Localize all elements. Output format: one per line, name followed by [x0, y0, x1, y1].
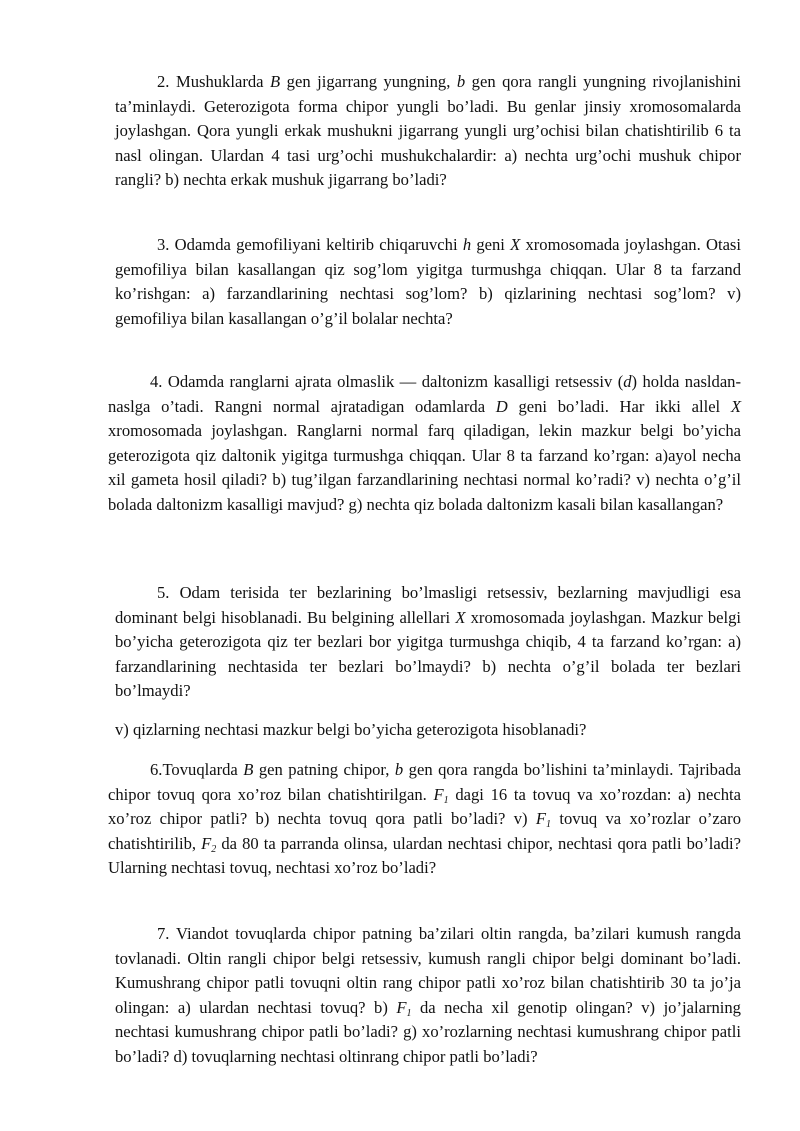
problem-5-question-v: v) qizlarning nechtasi mazkur belgi bo’yicha geterozigota hisoblanadi? [115, 720, 587, 739]
problem-4-paragraph: 4. Odamda ranglarni ajrata olmaslik — daltonizm kasalligi retsessiv (d) holda nasldan-naslga o’tadi. Rangni normal ajratadigan odamlarda D geni bo’ladi. Har ikki allel X xromosomada joylashgan. Ranglarni normal farq qiladigan, lekin mazkur belgi bo’yicha geterozigota qiz daltonik yigitga turmushga chiqqan. Ular 8 ta farzand ko’rgan: a)ayol necha xil gameta hosil qiladi? b) tug’ilgan farzandlarining nechtasi normal ko’radi? v) nechta o’g’il bolada daltonizm kasalligi mavjud? g) nechta qiz bolada daltonizm kasali bilan kasallangan? [108, 372, 742, 514]
problem-3-paragraph: 3. Odamda gemofiliyani keltirib chiqaruvchi h geni X xromosomada joylashgan. Otasi gemofiliya bilan kasallangan qiz sog’lom yigitga turmushga chiqqan. Ular 8 ta farzand ko’rishgan: a) farzandlarining nechtasi sog’lom? b) qizlarining nechtasi sog’lom? v) gemofiliya bilan kasallangan o’g’il bolalar nechta? [115, 235, 742, 328]
problem-7-paragraph: 7. Viandot tovuqlarda chipor patning ba’zilari oltin rangda, ba’zilari kumush rangda tovlanadi. Oltin rangli chipor belgi retsessiv, kumush rangli chipor belgi dominant bo’ladi. Kumushrang chipor patli tovuqni oltin rang chipor patli xo’roz bilan chatishtirib 30 ta jo’ja olingan: a) ulardan nechtasi tovuq? b) $F_1$ da necha xil genotip olingan? v) jo’jalarning nechtasi kumushrang chipor patli bo’ladi? g) xo’rozlarning nechtasi kumushrang chipor patli bo’ladi? d) tovuqlarning nechtasi oltinrang chipor patli bo’ladi? [115, 924, 741, 1066]
problem-5-paragraph: 5. Odam terisida ter bezlarining bo’lmasligi retsessiv, bezlarning mavjudligi esa dominant belgi hisoblanadi. Bu belgining allellari X xromosomada joylashgan. Mazkur belgi bo’yicha geterozigota qiz ter bezlari bor yigitga turmushga chiqib, 4 ta farzand ko’rgan: a) farzandlarining nechtasida ter bezlari bo’lmaydi? b) nechta o’g’il bolada ter bezlari bo’lmaydi? [115, 583, 742, 701]
problem-2-paragraph: 2. Mushuklarda B gen jigarrang yungning, b gen qora rangli yungning rivojlanishini ta’minlaydi. Geterozigota forma chipor yungli bo’ladi. Bu genlar jinsiy xromosomalarda joylashgan. Qora yungli erkak mushukni jigarrang yungli urg’ochisi bilan chatishtirilib 6 ta nasl olingan. Ulardan 4 tasi urg’ochi mushukchalardir: a) nechta urg’ochi mushuk chipor rangli? b) nechta erkak mushuk jigarrang bo’ladi? [115, 72, 741, 190]
problem-6-paragraph: 6.Tovuqlarda B gen patning chipor, b gen qora rangda bo’lishini ta’minlaydi. Tajribada chipor tovuq qora xo’roz bilan chatishtirilgan. $F_1$ dagi 16 ta tovuq va xo’rozdan: a) nechta xo’roz chipor patli? b) nechta tovuq qora patli bo’ladi? v) $F_1$ tovuq va xo’rozlar o’zaro chatishtirilib, $F_2$ da 80 ta parranda olinsa, ulardan nechtasi chipor, nechtasi qora patli bo’ladi? Ularning nechtasi tovuq, nechtasi xo’roz bo’ladi? [108, 760, 742, 878]
